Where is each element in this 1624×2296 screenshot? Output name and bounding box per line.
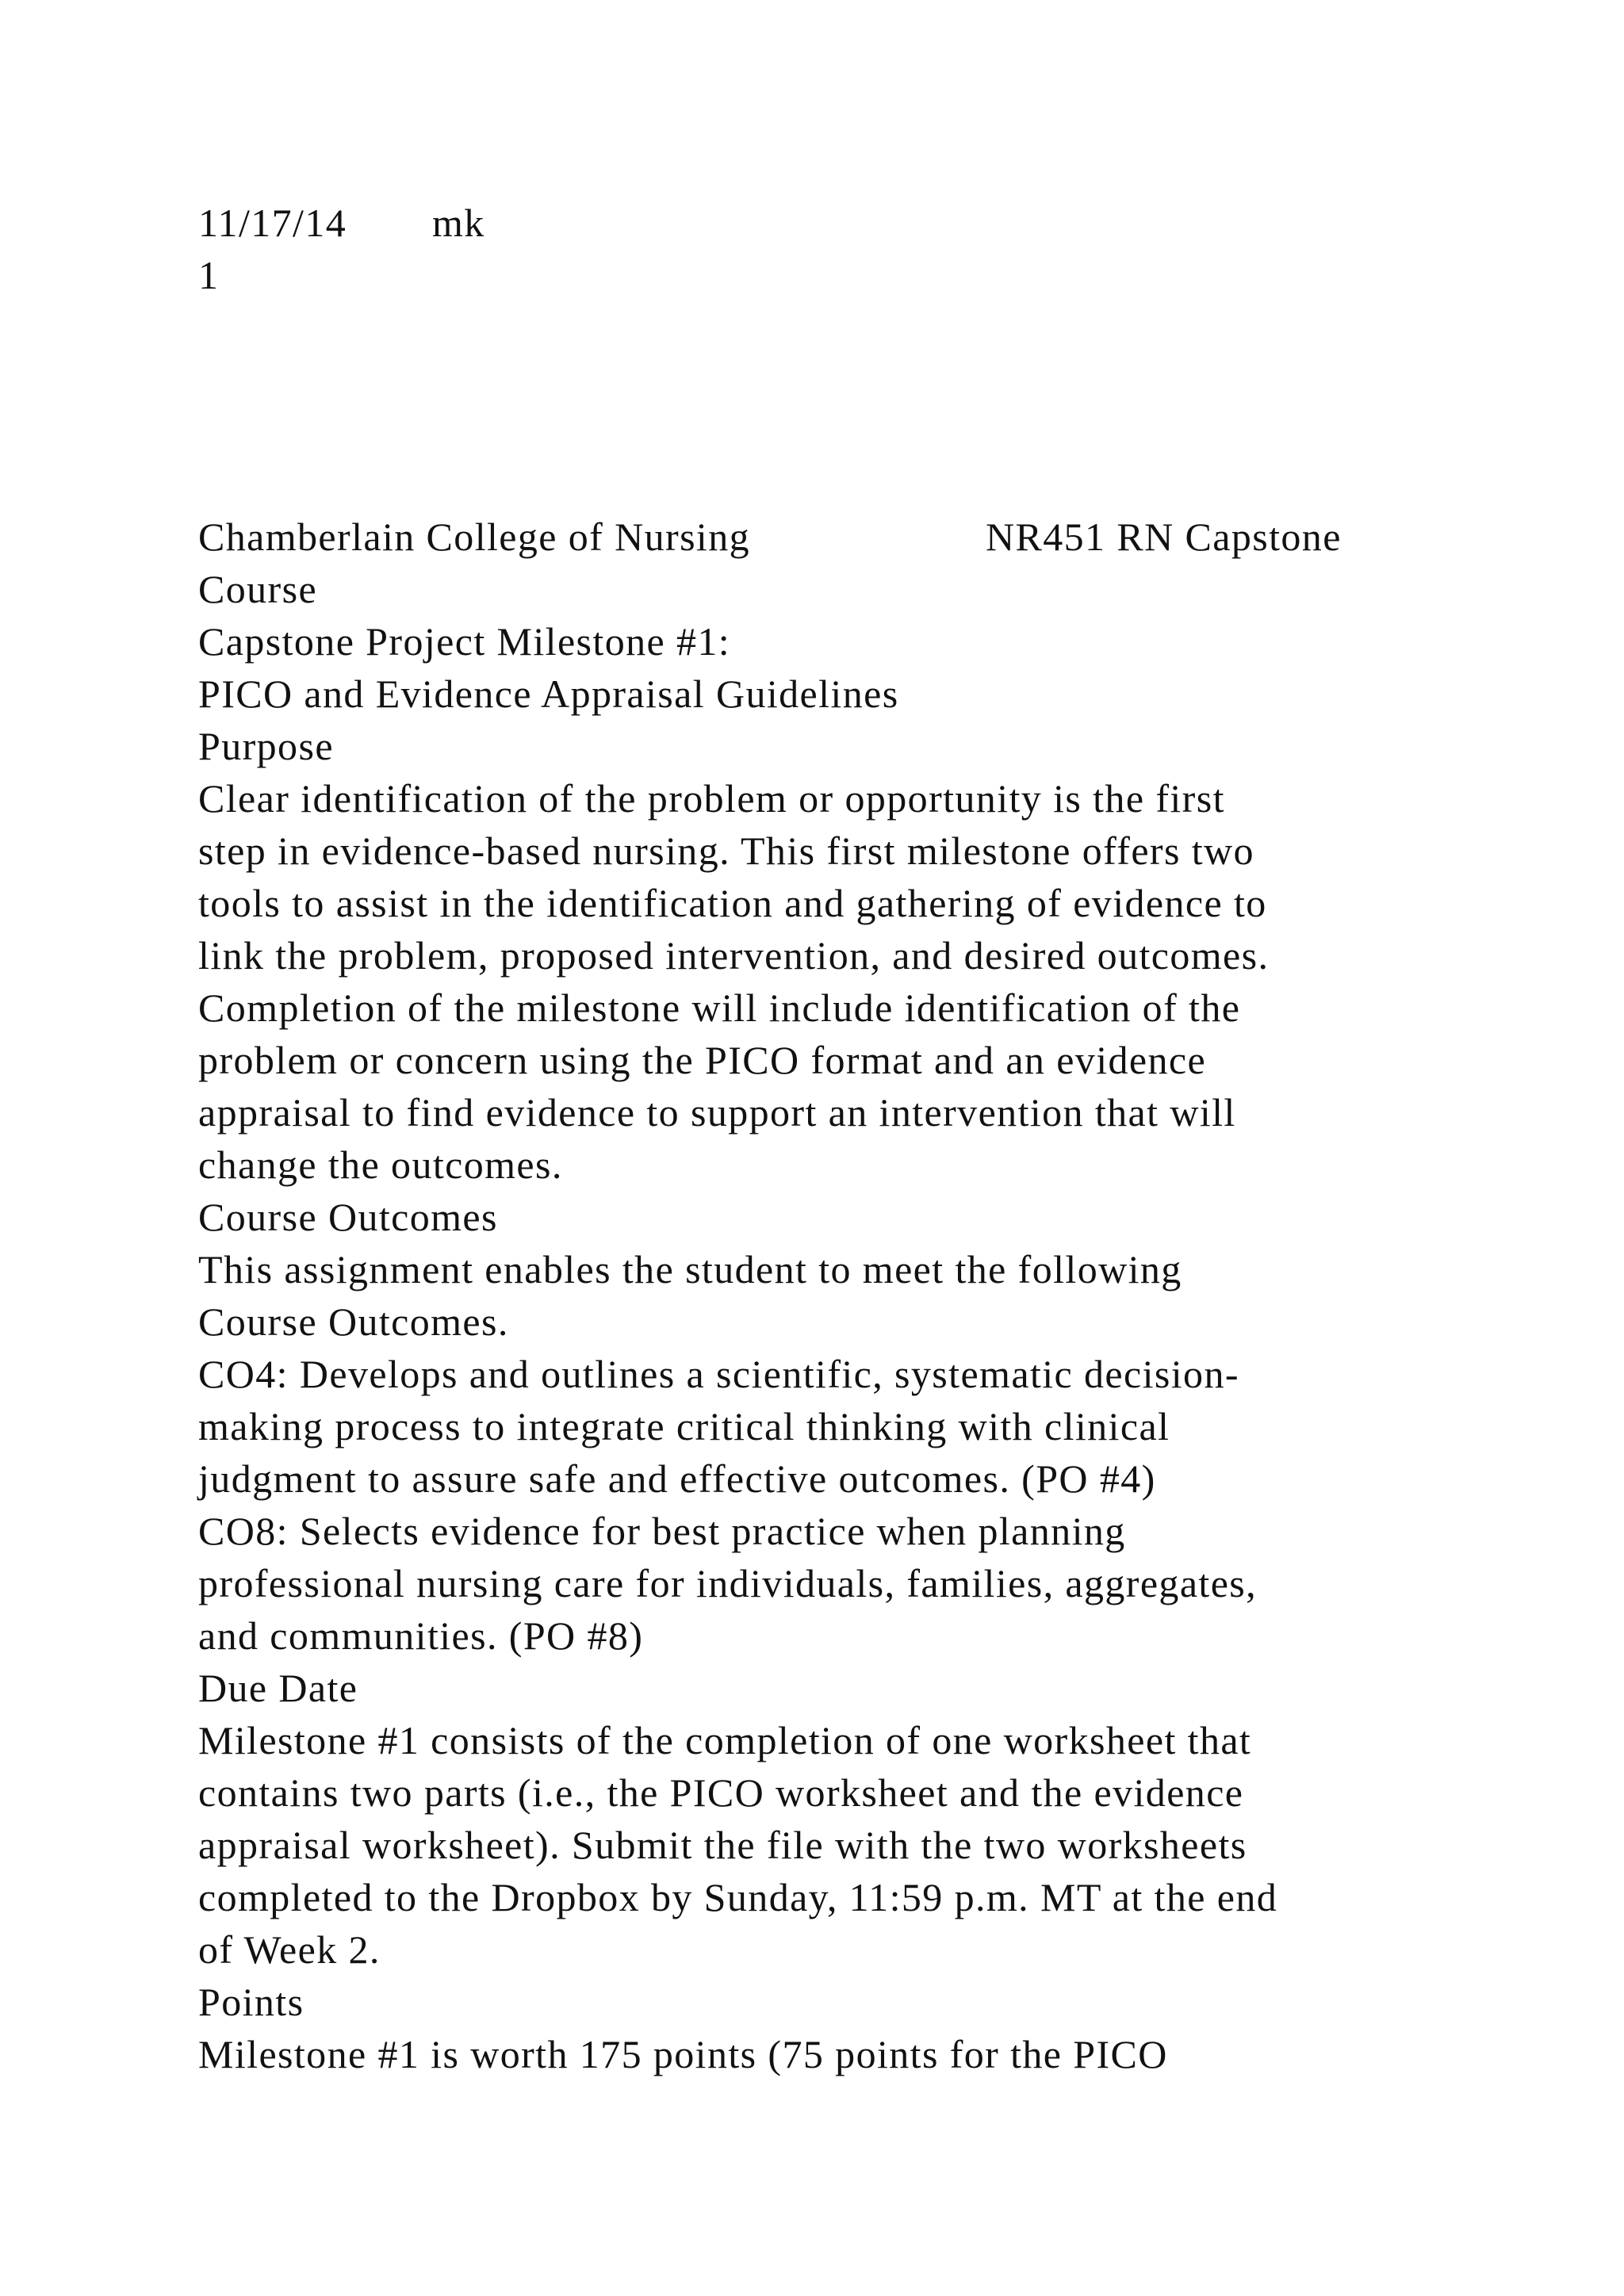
course-code: NR451 RN Capstone bbox=[986, 515, 1342, 559]
body-line: This assignment enables the student to meet the following bbox=[198, 1247, 1182, 1292]
body-line: tools to assist in the identification and gathering of evidence to bbox=[198, 881, 1267, 925]
body-line: CO8: Selects evidence for best practice when planning bbox=[198, 1509, 1126, 1553]
body-line: of Week 2. bbox=[198, 1927, 381, 1972]
milestone-title: Capstone Project Milestone #1: bbox=[198, 619, 731, 664]
body-line: problem or concern using the PICO format and an evidence bbox=[198, 1038, 1207, 1082]
body-line: Milestone #1 is worth 175 points (75 points for the PICO bbox=[198, 2032, 1168, 2076]
page-number: 1 bbox=[198, 253, 220, 297]
section-heading-purpose: Purpose bbox=[198, 724, 334, 768]
body-line: Clear identification of the problem or opportunity is the first bbox=[198, 776, 1225, 821]
section-heading-due-date: Due Date bbox=[198, 1666, 358, 1710]
header-initials: mk bbox=[432, 201, 485, 245]
body-line: link the problem, proposed intervention, and desired outcomes. bbox=[198, 933, 1270, 978]
body-line: Milestone #1 consists of the completion of one worksheet that bbox=[198, 1718, 1252, 1762]
section-heading-course-outcomes: Course Outcomes bbox=[198, 1195, 498, 1239]
body-line: completed to the Dropbox by Sunday, 11:59 p.m. MT at the end bbox=[198, 1875, 1278, 1919]
body-line: contains two parts (i.e., the PICO worksheet and the evidence bbox=[198, 1770, 1244, 1815]
section-heading-points: Points bbox=[198, 1980, 304, 2024]
body-line: change the outcomes. bbox=[198, 1142, 563, 1187]
body-line: step in evidence-based nursing. This first milestone offers two bbox=[198, 828, 1254, 873]
body-line: and communities. (PO #8) bbox=[198, 1613, 644, 1658]
institution-name: Chamberlain College of Nursing bbox=[198, 515, 751, 559]
document-subtitle: PICO and Evidence Appraisal Guidelines bbox=[198, 672, 899, 716]
body-line: Course Outcomes. bbox=[198, 1299, 509, 1344]
header-date: 11/17/14 bbox=[198, 201, 347, 245]
body-line: appraisal to find evidence to support an intervention that will bbox=[198, 1090, 1236, 1135]
body-line: judgment to assure safe and effective outcomes. (PO #4) bbox=[198, 1456, 1156, 1501]
body-line: Completion of the milestone will include identification of the bbox=[198, 985, 1241, 1030]
course-word: Course bbox=[198, 567, 318, 611]
body-line: appraisal worksheet). Submit the file with the two worksheets bbox=[198, 1823, 1247, 1867]
body-line: making process to integrate critical thinking with clinical bbox=[198, 1404, 1170, 1448]
body-line: CO4: Develops and outlines a scientific, systematic decision- bbox=[198, 1352, 1239, 1396]
body-line: professional nursing care for individuals, families, aggregates, bbox=[198, 1561, 1258, 1605]
